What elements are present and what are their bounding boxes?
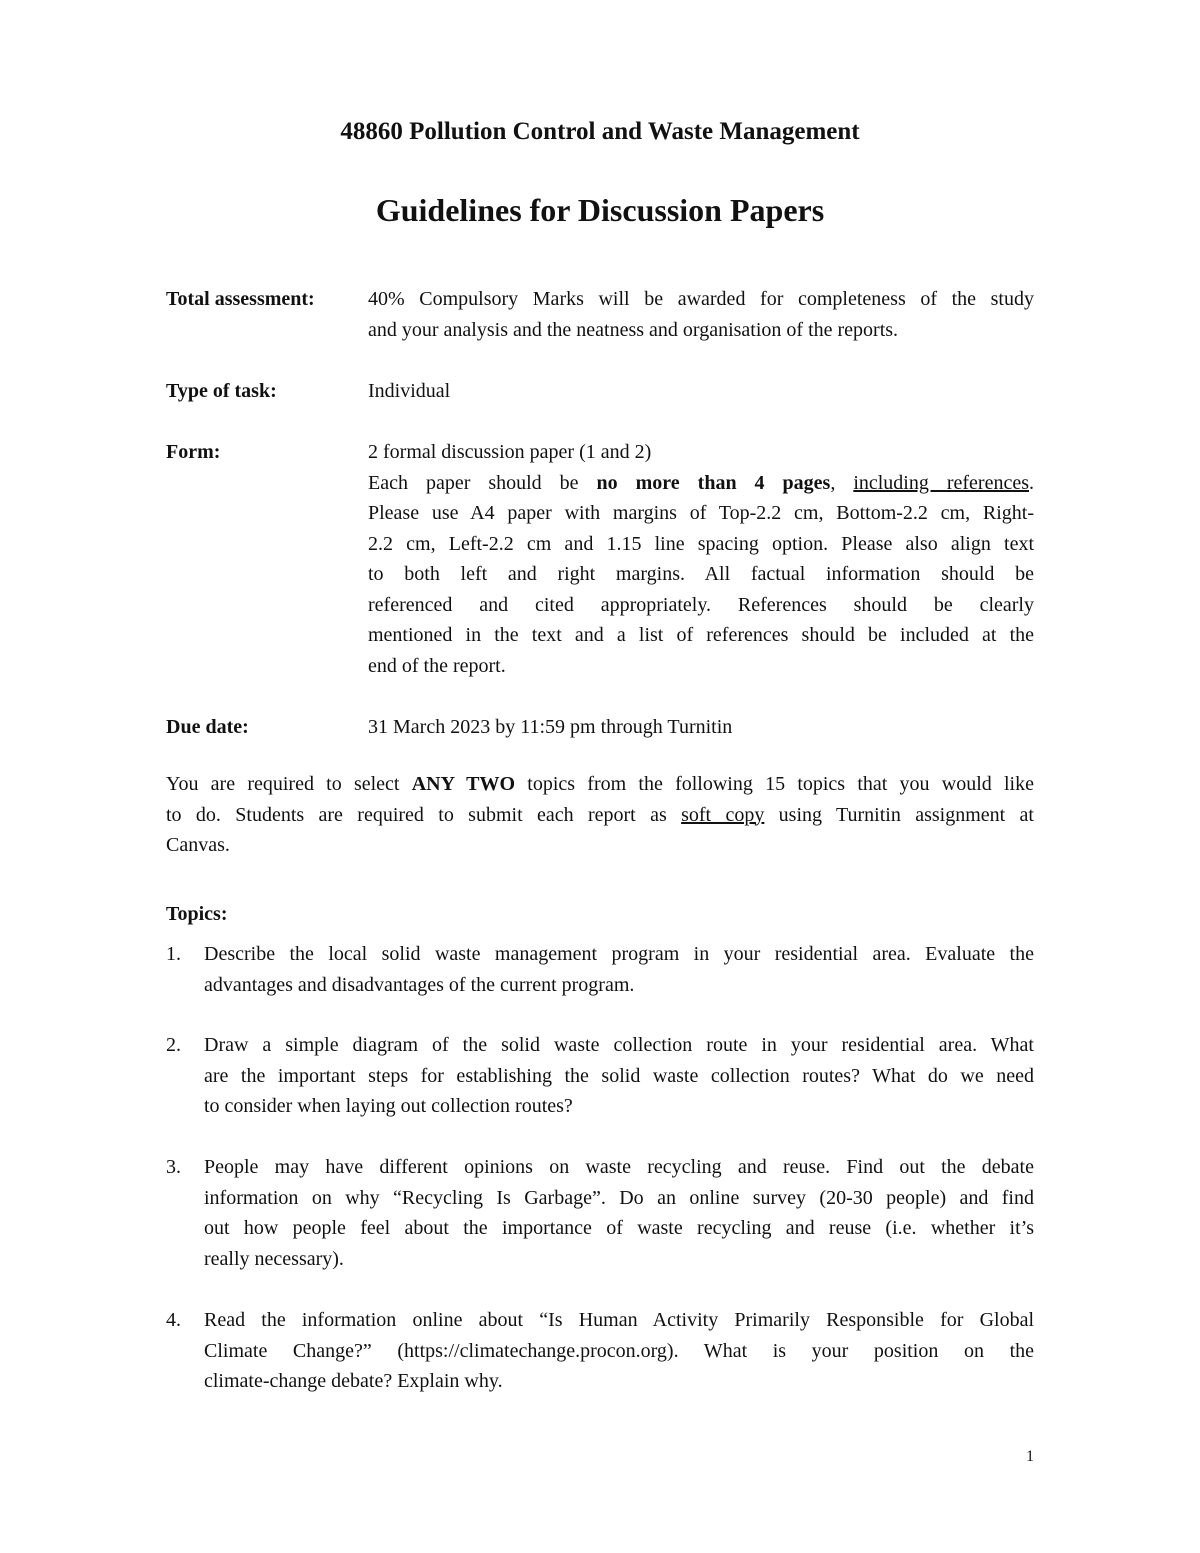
topic-line: Climate Change?” (https://climatechange.procon.org). What is your position on the [204, 1339, 1034, 1362]
topic-text [204, 1305, 1034, 1397]
assessment-line: 40% Compulsory Marks will be awarded for completeness of the study [368, 288, 1034, 310]
topic-line: Describe the local solid waste management program in your residential area. Evaluate the [204, 943, 1034, 965]
topic-line: information on why “Recycling Is Garbage”. Do an online survey (20-30 people) and find [204, 1186, 1034, 1209]
topic-text [204, 939, 1034, 1000]
assessment-label: Total assessment: [166, 288, 315, 310]
topic-item [166, 1152, 1034, 1275]
any-two-text: ANY TWO [411, 773, 516, 795]
topic-number: 4. [166, 1309, 181, 1331]
instructions-text: topics from the following 15 topics that you would like [515, 773, 1034, 795]
soft-copy-text: soft copy [681, 803, 765, 826]
form-text: Each paper should be [368, 471, 597, 494]
instructions-text: using Turnitin assignment at [764, 803, 1034, 826]
form-line: Please use A4 paper with margins of Top-2.2 cm, Bottom-2.2 cm, Right- [368, 502, 1034, 524]
topics-heading: Topics: [166, 903, 228, 925]
topic-number: 3. [166, 1156, 181, 1178]
page-title: Guidelines for Discussion Papers [375, 192, 825, 228]
topic-line: advantages and disadvantages of the current program. [204, 973, 635, 996]
task-type-row [166, 376, 1034, 407]
topic-item [166, 939, 1034, 1001]
due-date-label: Due date: [166, 716, 249, 738]
form-row [166, 437, 1034, 682]
form-line: referenced and cited appropriately. References should be clearly [368, 593, 1034, 616]
including-references-text: including references [853, 471, 1029, 494]
form-value [368, 437, 1034, 681]
topic-line: are the important steps for establishing the solid waste collection routes? What do we need [204, 1064, 1034, 1087]
instructions-line [166, 800, 1034, 831]
due-date-value: 31 March 2023 by 11:59 pm through Turnitin [368, 716, 733, 738]
form-line: to both left and right margins. All factual information should be [368, 563, 1034, 585]
form-line: 2.2 cm, Left-2.2 cm and 1.15 line spacing option. Please also align text [368, 532, 1034, 555]
topic-line: Draw a simple diagram of the solid waste collection route in your residential area. What [204, 1034, 1034, 1056]
form-line: end of the report. [368, 654, 506, 677]
topic-line: out how people feel about the importance of waste recycling and reuse (i.e. whether it’s [204, 1217, 1034, 1239]
form-line: mentioned in the text and a list of references should be included at the [368, 624, 1034, 646]
page-limit-text: no more than 4 pages [596, 471, 831, 494]
form-text: . [1029, 471, 1034, 494]
due-date-row [166, 712, 1034, 743]
page-number: 1 [1026, 1448, 1034, 1465]
topic-item [166, 1305, 1034, 1397]
topic-number: 1. [166, 943, 181, 965]
instructions-line [166, 769, 1034, 800]
topic-text [204, 1030, 1034, 1122]
instructions-text: You are required to select [166, 773, 412, 795]
assessment-line: and your analysis and the neatness and organisation of the reports. [368, 318, 899, 341]
form-line-page-limit [368, 468, 1034, 499]
instructions-line: Canvas. [166, 834, 230, 856]
topic-line: really necessary). [204, 1247, 344, 1270]
form-text: , [830, 471, 854, 494]
topic-line: to consider when laying out collection routes? [204, 1095, 573, 1117]
instructions-paragraph [166, 769, 1034, 861]
topic-text [204, 1152, 1034, 1274]
assessment-row [166, 284, 1034, 346]
course-title: 48860 Pollution Control and Waste Management [340, 118, 860, 145]
topic-line: Read the information online about “Is Human Activity Primarily Responsible for Global [204, 1309, 1034, 1331]
topic-item [166, 1030, 1034, 1122]
assessment-value [368, 284, 1034, 345]
task-type-label: Type of task: [166, 380, 277, 402]
task-type-value: Individual [368, 380, 451, 402]
topic-line: People may have different opinions on waste recycling and reuse. Find out the debate [204, 1156, 1034, 1178]
topic-number: 2. [166, 1034, 181, 1056]
topic-line: climate-change debate? Explain why. [204, 1370, 503, 1392]
instructions-text: to do. Students are required to submit each report as [166, 803, 682, 826]
form-label: Form: [166, 441, 221, 463]
form-line: 2 formal discussion paper (1 and 2) [368, 441, 652, 463]
